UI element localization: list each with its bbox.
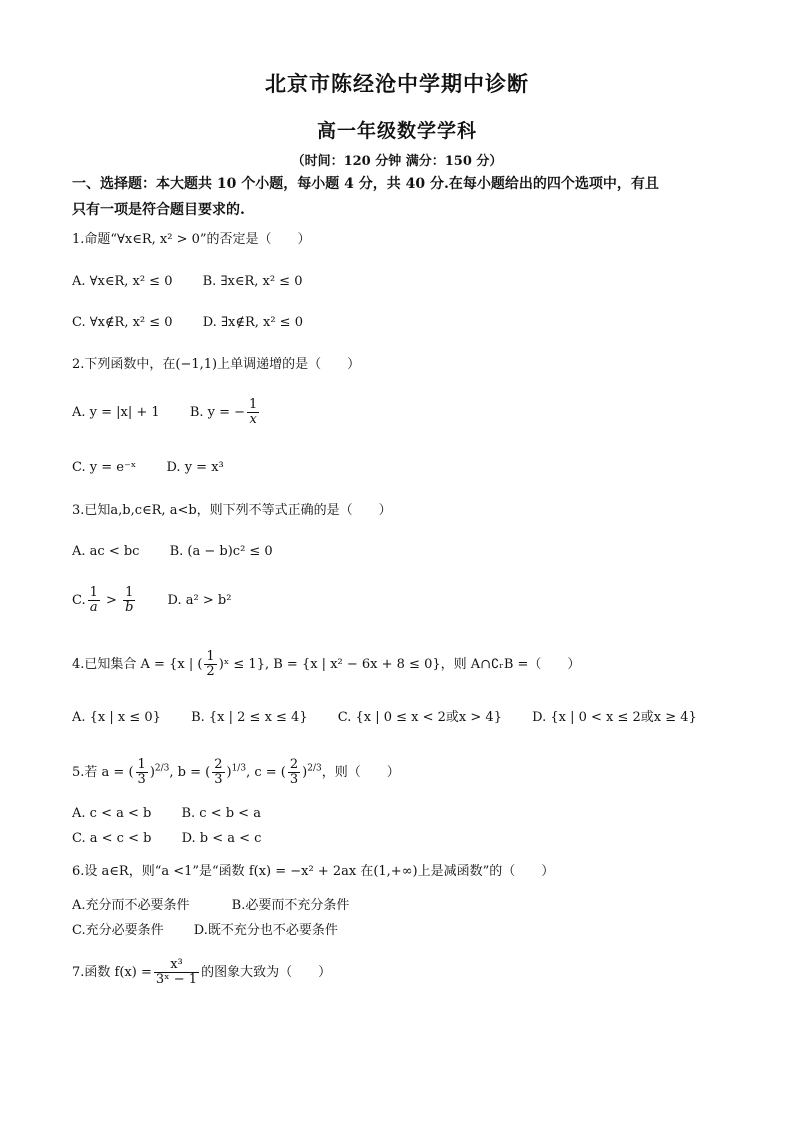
q5-a-exponent: 2/3 xyxy=(154,763,170,774)
q1-option-a: A. ∀x∈R, x² ≤ 0 xyxy=(72,274,173,289)
q5-stem: 5.若 a = ( $\frac{1}{3}$ )$^{2/3}$, b = ( $\frac{2}{3}$ )$^{1/3}$, c = ( $\frac{2}{3}$ )$^{2/3}$，则（ ） xyxy=(72,757,400,787)
q5-b-exponent: 1/3 xyxy=(231,763,247,774)
q4-stem xyxy=(72,650,580,679)
q2-stem: 2.下列函数中，在(−1,1)上单调递增的是（ ） xyxy=(72,357,361,372)
q6-option-b: B.必要而不充分条件 xyxy=(231,898,350,913)
q5-b-fraction xyxy=(212,758,224,787)
q4-stem-fraction xyxy=(204,650,216,679)
q3-option-c-right-fraction xyxy=(123,586,135,615)
q5-option-d: D. b < a < c xyxy=(181,831,262,846)
q2-option-b xyxy=(189,397,262,427)
q1-options-row2 xyxy=(72,313,303,333)
q3-option-b: B. (a − b)c² ≤ 0 xyxy=(169,544,273,559)
q5-c-fraction xyxy=(288,758,300,787)
q5-stem-suffix: ，则（ ） xyxy=(321,765,400,780)
q4-option-b: B. {x | 2 ≤ x ≤ 4} xyxy=(191,710,308,725)
q4-stem-suffix: )ˣ ≤ 1}, B = {x | x² − 6x + 8 ≤ 0}，则 A∩∁ᵣB =（ ） xyxy=(218,657,581,672)
q5-f2-den: 3 xyxy=(214,772,223,787)
q5-mid2: , c = xyxy=(246,765,277,780)
q4-stem-frac-num: 1 xyxy=(206,649,215,664)
q5-options-row1 xyxy=(72,804,261,824)
q7-stem-prefix: 7.函数 f(x) = xyxy=(72,965,152,980)
q5-option-c: C. a < c < b xyxy=(72,831,152,846)
q2-option-b-prefix: B. y = − xyxy=(189,405,246,420)
q7-frac-num: x³ xyxy=(154,958,199,973)
q4-option-a: A. {x | x ≤ 0} xyxy=(72,710,161,725)
q3-option-c: C. $\frac{1}{a}$ > $\frac{1}{b}$ xyxy=(72,585,134,615)
q3-options-row1 xyxy=(72,542,273,562)
q5-mid1: , b = xyxy=(169,765,201,780)
q1-stem: 1.命题“∀x∈R, x² > 0”的否定是（ ） xyxy=(72,232,311,247)
q6-options-row1 xyxy=(72,896,349,916)
q5-f1-num: 1 xyxy=(137,757,146,772)
q3-c-left-den: a xyxy=(89,600,98,615)
q5-f3-den: 3 xyxy=(289,772,299,787)
q3-option-c-prefix: C. xyxy=(72,593,86,608)
q2-option-b-fraction xyxy=(247,398,259,427)
exam-subtitle: 高一年级数学学科 xyxy=(316,120,477,142)
q3-option-d: D. a² > b² xyxy=(167,593,232,608)
q4-option-c: C. {x | 0 ≤ x < 2或x > 4} xyxy=(337,710,502,725)
q4-stem-frac-den: 2 xyxy=(206,664,215,679)
section-heading-line1: 一、选择题：本大题共 10 个小题，每小题 4 分，共 40 分.在每小题给出的四个选项中，有且 xyxy=(72,176,659,192)
q4-stem-prefix: 4.已知集合 A = {x | ( xyxy=(72,657,203,672)
q4-option-d: D. {x | 0 < x ≤ 2或x ≥ 4} xyxy=(532,710,697,725)
q5-option-a: A. c < a < b xyxy=(72,806,152,821)
q5-c-exponent: 2/3 xyxy=(307,763,322,774)
q3-option-c-left-fraction xyxy=(88,586,100,615)
q2-option-b-num: 1 xyxy=(249,397,258,412)
q3-c-right-den: b xyxy=(125,600,134,615)
q7-stem-suffix: 的图象大致为（ ） xyxy=(201,965,332,980)
q2-options-row1 xyxy=(72,398,261,427)
q3-c-right-num: 1 xyxy=(123,586,135,601)
q5-option-b: B. c < b < a xyxy=(181,806,261,821)
exam-title: 北京市陈经沧中学期中诊断 xyxy=(265,71,529,96)
q3-option-a: A. ac < bc xyxy=(72,544,140,559)
q5-f3-num: 2 xyxy=(289,757,299,772)
q1-option-c: C. ∀x∉R, x² ≤ 0 xyxy=(72,315,173,330)
q3-options-row2 xyxy=(72,586,231,615)
q3-stem: 3.已知a,b,c∈R, a<b，则下列不等式正确的是（ ） xyxy=(72,503,392,518)
q1-option-d: D. ∃x∉R, x² ≤ 0 xyxy=(202,315,303,330)
exam-meta: （时间：120 分钟 满分：150 分） xyxy=(291,154,503,169)
q5-f2-num: 2 xyxy=(214,757,223,772)
q7-stem xyxy=(72,958,331,987)
q2-option-a: A. y = |x| + 1 xyxy=(72,405,160,420)
q6-stem: 6.设 a∈R，则“a <1”是“函数 f(x) = −x² + 2ax 在(1,+∞)上是减函数”的（ ） xyxy=(72,864,555,879)
q1-options-row1 xyxy=(72,272,302,292)
q5-a-fraction xyxy=(136,758,148,787)
q6-option-a: A.充分而不必要条件 xyxy=(72,898,190,913)
q5-f1-den: 3 xyxy=(137,772,146,787)
q7-fraction xyxy=(154,958,199,987)
q4-options-row xyxy=(72,708,697,728)
q5-options-row2 xyxy=(72,829,261,849)
q6-option-d: D.既不充分也不必要条件 xyxy=(193,923,338,938)
section-heading-line2: 只有一项是符合题目要求的. xyxy=(72,202,245,218)
q7-frac-den: 3ˣ − 1 xyxy=(155,972,198,987)
q2-options-row2 xyxy=(72,458,224,478)
q3-c-left-num: 1 xyxy=(89,585,98,600)
q5-stem-prefix: 5.若 a = xyxy=(72,765,125,780)
q2-option-b-den: x xyxy=(249,412,257,427)
q6-options-row2 xyxy=(72,921,338,941)
q2-option-d: D. y = x³ xyxy=(166,460,224,475)
q1-option-b: B. ∃x∈R, x² ≤ 0 xyxy=(202,274,303,289)
q6-option-c: C.充分必要条件 xyxy=(72,923,164,938)
q2-option-c: C. y = e⁻ˣ xyxy=(72,460,137,475)
